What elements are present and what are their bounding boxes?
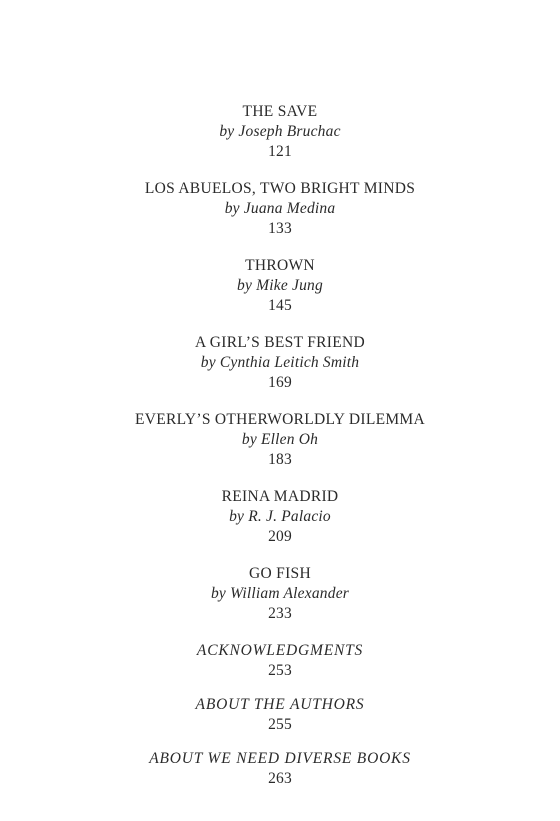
toc-entry-the-save [0,102,560,162]
story-title: LOS ABUELOS, TWO BRIGHT MINDS [144,180,416,197]
page-number: 255 [268,716,292,733]
page-number: 121 [268,143,292,160]
section-title: ACKNOWLEDGMENTS [196,642,364,659]
story-author: by R. J. Palacio [229,508,331,525]
toc-entry-about-wndb [0,749,560,789]
page-number: 183 [268,451,292,468]
toc-entry-everlys-dilemma [0,410,560,470]
story-title: GO FISH [249,565,311,582]
story-author: by Juana Medina [224,200,336,217]
story-title: THROWN [245,257,315,274]
story-author: by Mike Jung [237,277,323,294]
page-number: 209 [268,528,292,545]
story-title: A GIRL’S BEST FRIEND [194,334,366,351]
page-number: 253 [268,662,292,679]
story-author: by Ellen Oh [241,431,319,448]
section-title: ABOUT THE AUTHORS [195,696,365,713]
toc-entry-acknowledgments [0,641,560,681]
section-title: ABOUT WE NEED DIVERSE BOOKS [149,750,411,767]
toc-entry-a-girls-best-friend [0,333,560,393]
table-of-contents [0,102,560,803]
page-number: 263 [268,770,292,787]
story-author: by William Alexander [210,585,350,602]
toc-entry-los-abuelos [0,179,560,239]
toc-entry-go-fish [0,564,560,624]
story-title: THE SAVE [242,103,318,120]
toc-entry-thrown [0,256,560,316]
page-number: 145 [268,297,292,314]
page-number: 133 [268,220,292,237]
story-author: by Joseph Bruchac [219,123,341,140]
toc-entry-reina-madrid [0,487,560,547]
page-number: 233 [268,605,292,622]
story-title: REINA MADRID [221,488,339,505]
story-author: by Cynthia Leitich Smith [200,354,360,371]
page-number: 169 [268,374,292,391]
toc-entry-about-the-authors [0,695,560,735]
story-title: EVERLY’S OTHERWORLDLY DILEMMA [134,411,426,428]
